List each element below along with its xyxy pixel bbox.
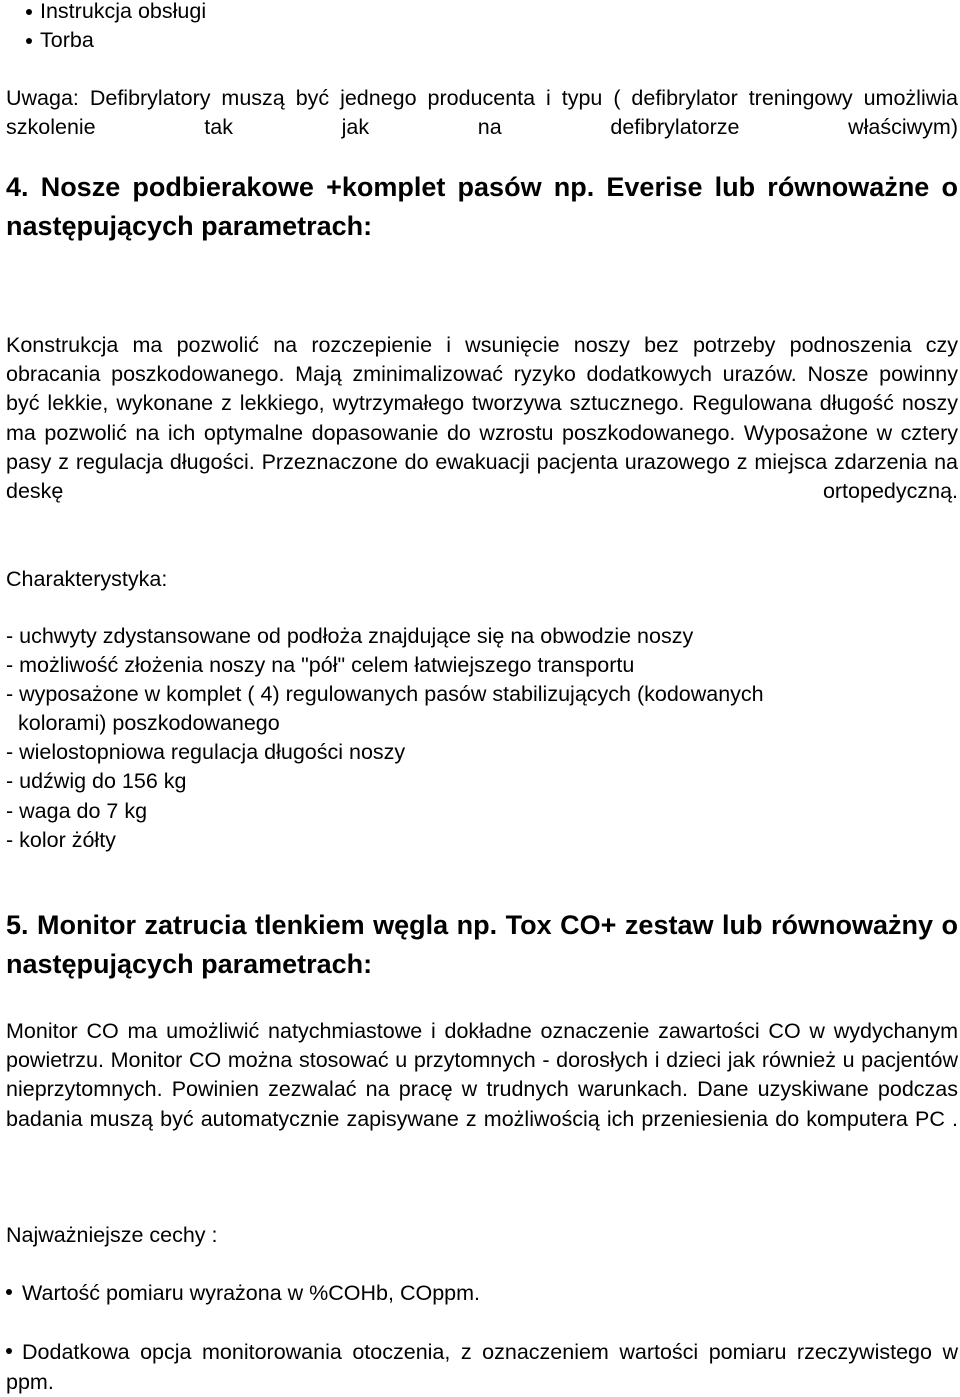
list-item: - uchwyty zdystansowane od podłoża znajdujące się na obwodzie noszy: [6, 624, 694, 648]
list-item: - możliwość złożenia noszy na "pół" celem łatwiejszego transportu: [6, 653, 635, 678]
feature-text: Dodatkowa opcja monitorowania otoczenia, z oznaczeniem wartości pomiaru rzeczywistego w ppm.: [6, 1340, 958, 1394]
feature-text: Wartość pomiaru wyrażona w %COHb, COppm.: [22, 1281, 480, 1305]
list-item-text: Instrukcja obsługi: [40, 0, 207, 23]
list-item: - waga do 7 kg: [6, 798, 148, 823]
list-item-continuation: kolorami) poszkodowanego: [18, 711, 280, 736]
list-item: - wielostopniowa regulacja długości noszy: [6, 740, 406, 765]
characteristics-label: Charakterystyka:: [6, 567, 168, 591]
features-label: Najważniejsze cechy :: [6, 1223, 218, 1247]
section-4-heading: 4. Nosze podbierakowe +komplet pasów np. Everise lub równoważne o następujących parametrach:: [6, 172, 958, 241]
feature-item: [6, 1279, 958, 1309]
characteristics-list: [6, 622, 958, 855]
list-item: - wyposażone w komplet ( 4) regulowanych pasów stabilizujących (kodowanych: [6, 682, 764, 707]
section-5-heading: 5. Monitor zatrucia tlenkiem węgla np. Tox CO+ zestaw lub równoważny o następujących parametrach:: [6, 910, 958, 979]
list-item: - udźwig do 156 kg: [6, 769, 187, 794]
section-4-description: Konstrukcja ma pozwolić na rozczepienie i wsunięcie noszy bez potrzeby podnoszenia czy obracania poszkodowanego. Mają zminimalizować ryzyko dodatkowych urazów. Nosze powinny być lekkie, wykonane z lekkiego, wytrzymałego tworzywa sztucznego. Regulowana długość noszy ma pozwolić na ich optymalne dopasowanie do wzrostu poszkodowanego. Wyposażone w cztery pasy z regulacja długości. Przeznaczone do ewakuacji pacjenta urazowego z miejsca zdarzenia na deskę ortopedyczną.: [6, 333, 958, 504]
list-item: [40, 26, 94, 55]
note-paragraph: Uwaga: Defibrylatory muszą być jednego producenta i typu ( defibrylator treningowy umożliwia szkolenie tak jak na defibrylatorze właściwym): [6, 86, 958, 140]
bullet-icon: [26, 9, 32, 15]
bullet-icon: [26, 38, 32, 44]
section-5-description: Monitor CO ma umożliwić natychmiastowe i dokładne oznaczenie zawartości CO w wydychanym powietrzu. Monitor CO można stosować u przytomnych - dorosłych i dzieci jak również u pacjentów nieprzytomnych. Powinien zezwalać na pracę w trudnych warunkach. Dane uzyskiwane podczas badania muszą być automatycznie zapisywane z możliwością ich przeniesienia do komputera PC .: [6, 1019, 958, 1131]
feature-item: [6, 1338, 958, 1397]
bullet-icon: [6, 1348, 12, 1354]
list-item-text: Torba: [40, 28, 94, 52]
list-item: - kolor żółty: [6, 827, 116, 852]
bullet-icon: [6, 1289, 12, 1295]
list-item: [40, 0, 206, 26]
